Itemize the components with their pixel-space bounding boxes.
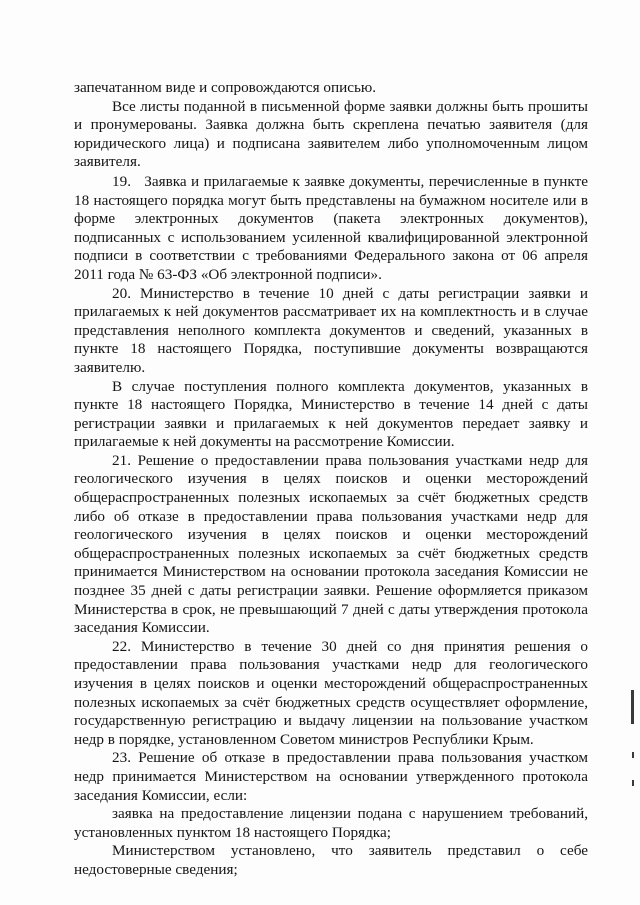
document-body xyxy=(74,79,588,880)
paragraph-20: 20. Министерство в течение 10 дней с даты регистрации заявки и прилагаемых к ней документов рассматривает их на комплектность и в случае представления неполного комплекта документов и сведений, указанных в пункте 18 настоящего Порядка, поступившие документы возвращаются заявителю. xyxy=(74,284,588,376)
paragraph-20-continuation: В случае поступления полного комплекта документов, указанных в пункте 18 настоящего Порядка, Министерство в течение 14 дней с даты регистрации заявки и прилагаемых к ней документов передает заявку и прилагаемые к ней документы на рассмотрение Комиссии. xyxy=(74,377,588,451)
paragraph-23: 23. Решение об отказе в предоставлении права пользования участком недр принимается Министерством на основании утвержденного протокола заседания Комиссии, если: xyxy=(74,749,588,804)
scan-edge-mark xyxy=(632,752,634,758)
paragraph-19: 19. Заявка и прилагаемые к заявке документы, перечисленные в пункте 18 настоящего порядка могут быть представлены на бумажном носителе или в форме электронных документов (пакета электронных документов), подписанных с использованием усиленной квалифицированной электронной подписи в соответствии с требованиями Федерального закона от 06 апреля 2011 года № 63-ФЗ «Об электронной подписи». xyxy=(74,172,588,283)
scan-edge-mark xyxy=(632,780,634,786)
paragraph-continuation: запечатанном виде и сопровождаются описью. xyxy=(74,79,377,96)
paragraph-22: 22. Министерство в течение 30 дней со дня принятия решения о предоставлении права пользования участками недр для геологического изучения в целях поисков и оценки месторождений общераспространенных полезных ископаемых за счёт бюджетных средств осуществляет оформление, государственную регистрацию и выдачу лицензии на пользование участком недр в порядке, установленном Советом министров Республики Крым. xyxy=(74,637,588,748)
paragraph-21: 21. Решение о предоставлении права пользования участками недр для геологического изучения в целях поисков и оценки месторождений общераспространенных полезных ископаемых за счёт бюджетных средств либо об отказе в предоставлении права пользования участками недр для геологического изучения в целях поисков и оценки месторождений общераспространенных полезных ископаемых за счёт бюджетных средств принимается Министерством на основании протокола заседания Комиссии не позднее 35 дней с даты регистрации заявки. Решение оформляется приказом Министерства в срок, не превышающий 7 дней с даты утверждения протокола заседания Комиссии. xyxy=(74,451,588,637)
paragraph-23-item-b: Министерством установлено, что заявитель представил о себе недостоверные сведения; xyxy=(74,842,588,878)
paragraph-23-item-a: заявка на предоставление лицензии подана с нарушением требований, установленных пунктом 18 настоящего Порядка; xyxy=(74,805,588,841)
scan-edge-mark xyxy=(631,690,634,724)
paragraph-sheets: Все листы поданной в письменной форме заявки должны быть прошиты и пронумерованы. Заявка должна быть скреплена печатью заявителя (для юридического лица) и подписана заявителем либо уполномоченным лицом заявителя. xyxy=(74,97,588,171)
